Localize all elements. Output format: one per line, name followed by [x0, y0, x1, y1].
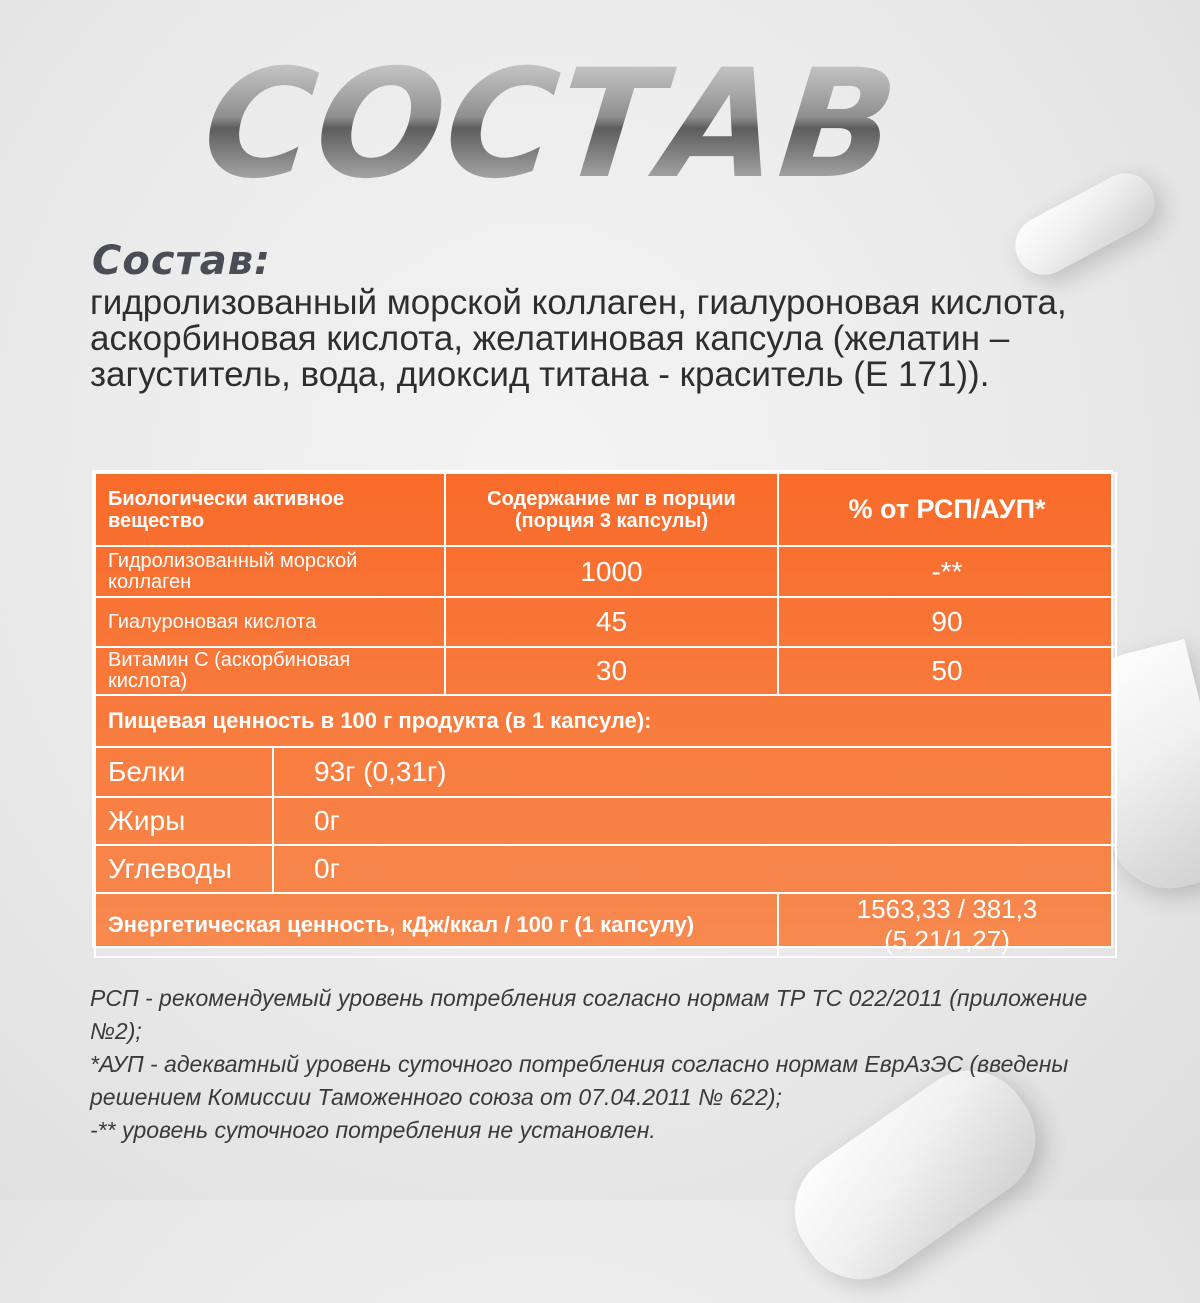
header-substance: Биологически активное вещество [95, 473, 445, 546]
table-row [95, 797, 1116, 845]
row-percent: -** [778, 546, 1116, 597]
energy-value: 1563,33 / 381,3 (5,21/1,27) [778, 893, 1116, 957]
row-percent: 90 [778, 597, 1116, 647]
row-name: Гидролизованный морской коллаген [95, 546, 445, 597]
nutrient-name: Углеводы [95, 845, 273, 893]
nutrient-name: Белки [95, 747, 273, 797]
table-row [95, 845, 1116, 893]
capsule-image [1005, 163, 1165, 285]
nutrient-value: 93г (0,31г) [273, 747, 1116, 797]
footnote: *АУП - адекватный уровень суточного потребления согласно нормам ЕврАзЭС (введены решением Комиссии Таможенного союза от 07.04.2011 № 622); [90, 1051, 1069, 1110]
page-title: СОСТАВ [197, 45, 1014, 205]
row-name: Витамин С (аскорбиновая кислота) [95, 647, 445, 695]
table-row [95, 597, 1116, 647]
nutrition-heading: Пищевая ценность в 100 г продукта (в 1 капсуле): [95, 695, 1116, 747]
energy-label: Энергетическая ценность, кДж/ккал / 100 г (1 капсулу) [95, 893, 778, 957]
nutrition-heading-row [95, 695, 1116, 747]
table-row [95, 647, 1116, 695]
footnote: -** уровень суточного потребления не установлен. [90, 1117, 656, 1143]
row-name: Гиалуроновая кислота [95, 597, 445, 647]
table-header-row [95, 473, 1116, 546]
nutrient-value: 0г [273, 797, 1116, 845]
row-amount: 1000 [445, 546, 778, 597]
composition-text: гидролизованный морской коллаген, гиалуроновая кислота, аскорбиновая кислота, желатиновая капсула (желатин – загуститель, вода, диоксид титана - краситель (Е 171)). [90, 283, 1067, 394]
row-percent: 50 [778, 647, 1116, 695]
energy-row [95, 893, 1116, 957]
header-percent: % от РСП/АУП* [778, 473, 1116, 546]
table-row [95, 546, 1116, 597]
composition-heading: Состав: [92, 238, 272, 284]
header-content: Содержание мг в порции (порция 3 капсулы) [445, 473, 778, 546]
table-row [95, 747, 1116, 797]
footnote: РСП - рекомендуемый уровень потребления согласно нормам ТР ТС 022/2011 (приложение №2); [90, 985, 1088, 1044]
footnotes [90, 982, 1120, 1147]
row-amount: 30 [445, 647, 778, 695]
nutrient-name: Жиры [95, 797, 273, 845]
nutrition-table [92, 470, 1113, 955]
row-amount: 45 [445, 597, 778, 647]
nutrient-value: 0г [273, 845, 1116, 893]
